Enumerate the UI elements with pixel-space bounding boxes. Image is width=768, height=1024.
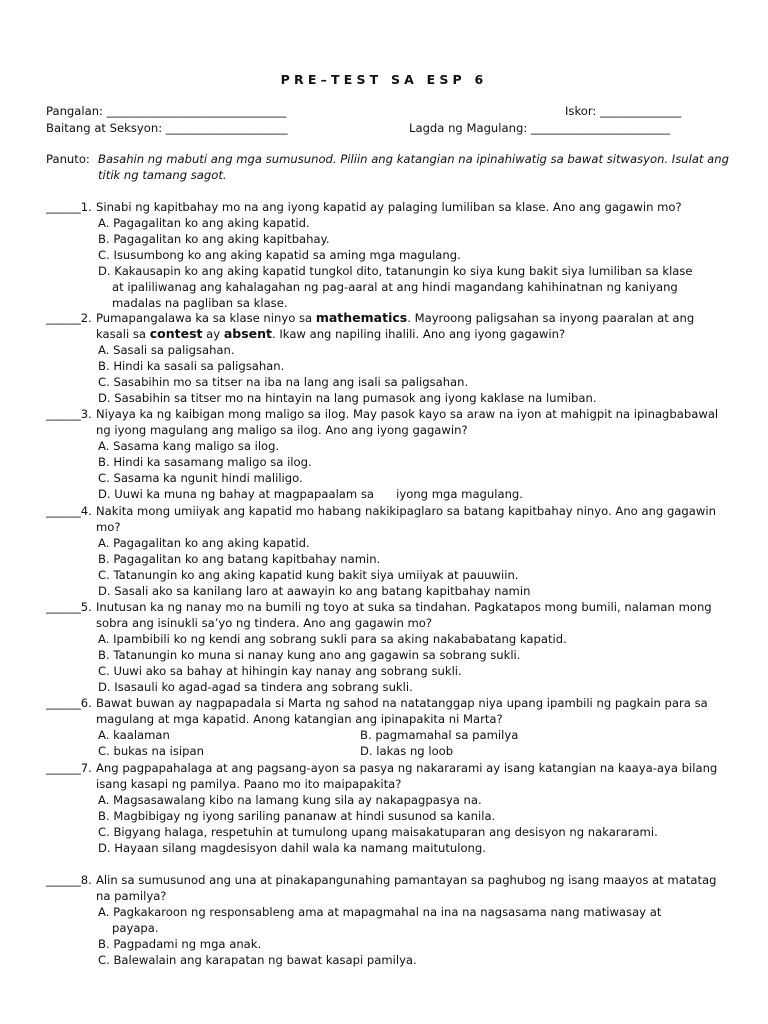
option-c: C. Bigyang halaga, respetuhin at tumulong upang maisakatuparan ang desisyon ng nakararami. — [98, 825, 658, 839]
answer-blank: ______1. — [46, 200, 92, 214]
grade-section-field: Baitang at Seksyon: _____________________ — [46, 121, 288, 135]
option-a: A. Magsasawalang kibo na lamang kung sila ay nakapagpasya na. — [98, 793, 482, 807]
option-a: A. Pagagalitan ko ang aking kapatid. — [98, 216, 310, 230]
option-b: B. Pagagalitan ko ang batang kapitbahay namin. — [98, 552, 381, 566]
question-8 — [46, 872, 726, 968]
answer-blank: ______7. — [46, 761, 92, 775]
answer-blank: ______8. — [46, 873, 92, 887]
option-d: D. Isasauli ko agad-agad sa tindera ang sobrang sukli. — [98, 680, 413, 694]
option-a: A. Pagkakaroon ng responsableng ama at mapagmahal na ina na nagsasama nang matiwasay at payapa. — [98, 905, 662, 935]
option-b: B. pagmamahal sa pamilya — [360, 728, 519, 742]
instructions-label: Panuto: — [46, 152, 90, 166]
question-stem: ______6. Bawat buwan ay nagpapadala si Marta ng sahod na natatanggap niya upang ipambili ng pagkain para sa magulang at mga kapatid. Anong katangian ang ipinapakita ni Marta? — [46, 696, 708, 726]
option-b: B. Pagpadami ng mga anak. — [98, 937, 262, 951]
option-c: C. Balewalain ang karapatan ng bawat kasapi pamilya. — [98, 953, 417, 967]
question-6 — [46, 695, 726, 759]
option-a: A. Sasama kang maligo sa ilog. — [98, 439, 280, 453]
option-d: D. Hayaan silang magdesisyon dahil wala ka namang maitutulong. — [98, 841, 486, 855]
option-b: B. Tatanungin ko muna si nanay kung ano ang gagawin sa sobrang sukli. — [98, 648, 521, 662]
question-stem: ______8. Alin sa sumusunod ang una at pinakapangunahing pamantayan sa paghubog ng isang maayos at matatag na pamilya? — [46, 873, 717, 903]
option-d: D. Uuwi ka muna ng bahay at magpapaalam sa iyong mga magulang. — [98, 487, 523, 501]
option-b: B. Hindi ka sasali sa paligsahan. — [98, 359, 285, 373]
question-4 — [46, 503, 726, 599]
option-c: C. bukas na isipan — [98, 744, 204, 758]
question-stem: ______5. Inutusan ka ng nanay mo na bumili ng toyo at suka sa tindahan. Pagkatapos mong bumili, nalaman mong sobra ang isinukli sa’yo ng tindera. Ano ang gagawin mo? — [46, 600, 712, 630]
question-1 — [46, 199, 726, 311]
page-title: PRE–TEST SA ESP 6 — [280, 72, 488, 87]
option-b: B. Hindi ka sasamang maligo sa ilog. — [98, 455, 312, 469]
score-field: Iskor: ______________ — [565, 104, 682, 118]
option-d: D. Sasali ako sa kanilang laro at aawayin ko ang batang kapitbahay namin — [98, 584, 531, 598]
option-c: C. Uuwi ako sa bahay at hihingin kay nanay ang sobrang sukli. — [98, 664, 462, 678]
option-d: D. Sasabihin sa titser mo na hintayin na lang pumasok ang iyong kaklase na lumiban. — [98, 391, 597, 405]
answer-blank: ______2. — [46, 311, 92, 325]
option-a: A. Sasali sa paligsahan. — [98, 343, 235, 357]
answer-blank: ______4. — [46, 504, 92, 518]
option-c: C. Isusumbong ko ang aking kapatid sa aming mga magulang. — [98, 248, 461, 262]
question-stem: ______2. Pumapangalawa ka sa klase ninyo sa mathematics. Mayroong paligsahan sa inyong paaralan at ang kasali sa contest ay absent. Ikaw ang napiling ihalili. Ano ang iyong gagawin? — [46, 310, 695, 341]
answer-blank: ______5. — [46, 600, 92, 614]
option-c: C. Sasabihin mo sa titser na iba na lang ang isali sa paligsahan. — [98, 375, 469, 389]
question-2 — [46, 310, 726, 406]
question-7 — [46, 760, 726, 856]
option-c: C. Sasama ka ngunit hindi maliligo. — [98, 471, 303, 485]
option-b: B. Magbibigay ng iyong sariling pananaw at hindi susunod sa kanila. — [98, 809, 496, 823]
option-a: A. Ipambibili ko ng kendi ang sobrang sukli para sa aking nakababatang kapatid. — [98, 632, 567, 646]
question-3 — [46, 406, 726, 502]
question-stem: ______4. Nakita mong umiiyak ang kapatid mo habang nakikipaglaro sa batang kapitbahay ninyo. Ano ang gagawin mo? — [46, 504, 716, 534]
option-a: A. Pagagalitan ko ang aking kapatid. — [98, 536, 310, 550]
option-b: B. Pagagalitan ko ang aking kapitbahay. — [98, 232, 330, 246]
answer-blank: ______6. — [46, 696, 92, 710]
question-stem: ______7. Ang pagpapahalaga at ang pagsang-ayon sa pasya ng nakararami ay isang katangian na kaaya-aya bilang isang kasapi ng pamilya. Paano mo ito maipapakita? — [46, 761, 718, 791]
name-field: Pangalan: _______________________________ — [46, 104, 287, 118]
option-c: C. Tatanungin ko ang aking kapatid kung bakit siya umiiyak at pauuwiin. — [98, 568, 519, 582]
options-grid — [46, 727, 726, 759]
option-d: D. Kakausapin ko ang aking kapatid tungkol dito, tatanungin ko siya kung bakit siya lumiliban sa klase at ipaliliwanag ang kahalagahan ng pag-aaral at ang hindi magandang kahihinatnan ng kaniyang madalas na pagliban sa klase. — [98, 264, 693, 310]
instructions-text: Basahin ng mabuti ang mga sumusunod. Piliin ang katangian na ipinahiwatig sa bawat sitwasyon. Isulat ang titik ng tamang sagot. — [98, 152, 729, 182]
option-a: A. kaalaman — [98, 728, 170, 742]
option-d: D. lakas ng loob — [360, 744, 454, 758]
parent-signature-field: Lagda ng Magulang: ________________________ — [409, 121, 671, 135]
question-5 — [46, 599, 726, 695]
question-stem: ______1. Sinabi ng kapitbahay mo na ang iyong kapatid ay palaging lumiliban sa klase. Ano ang gagawin mo? — [46, 200, 682, 214]
answer-blank: ______3. — [46, 407, 92, 421]
question-stem: ______3. Niyaya ka ng kaibigan mong maligo sa ilog. May pasok kayo sa araw na iyon at mahigpit na ipinagbabawal ng iyong magulang ang maligo sa ilog. Ano ang iyong gagawin? — [46, 407, 719, 437]
